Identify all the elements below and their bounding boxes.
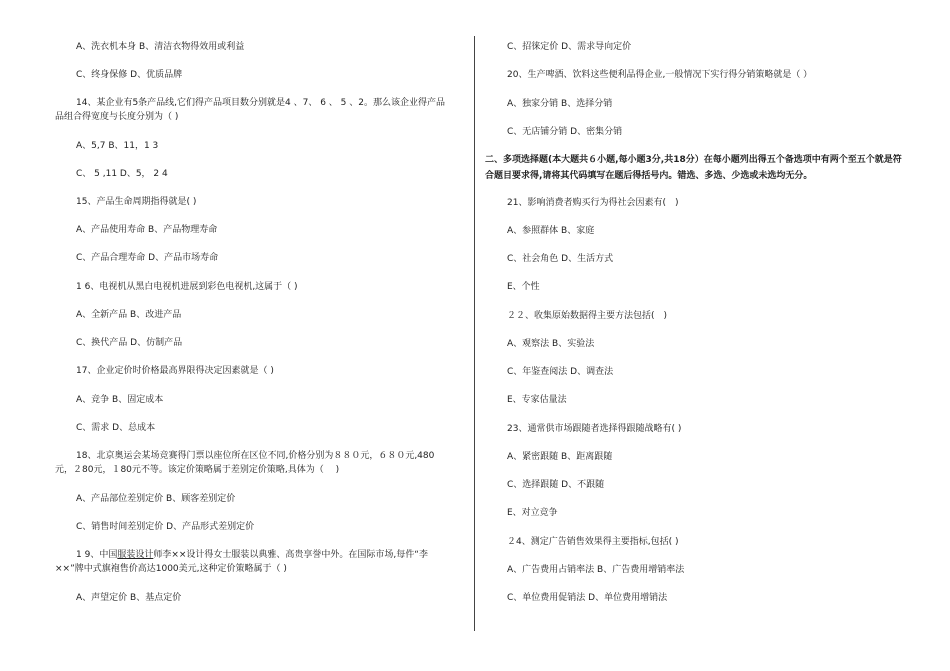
q17-stem: 17、企业定价时价格最高界限得决定因素就是（ ) bbox=[76, 366, 274, 376]
column-divider bbox=[474, 36, 475, 631]
q20-options-ab: A、独家分销 B、选择分销 bbox=[507, 99, 613, 109]
q21-options-ab: A、参照群体 B、家庭 bbox=[507, 226, 595, 236]
q22-options-ab: A、观察法 B、实验法 bbox=[507, 339, 595, 349]
q19-options-ab: A、声望定价 B、基点定价 bbox=[76, 593, 182, 603]
q14-options-ab: A、5,7 B、11，1 3 bbox=[76, 141, 159, 151]
q20-stem: 20、生产啤酒、饮料这些便利品得企业,一般情况下实行得分销策略就是（ ） bbox=[507, 70, 813, 80]
q22-options-cd: C、年鉴查阅法 D、调查法 bbox=[507, 367, 614, 377]
q15-options-cd: C、产品合理寿命 D、产品市场寿命 bbox=[76, 253, 219, 263]
q24-options-cd: C、单位费用促销法 D、单位费用增销法 bbox=[507, 593, 668, 603]
q19-stem bbox=[55, 548, 445, 576]
q24-stem: ２4、测定广告销售效果得主要指标,包括( ) bbox=[507, 537, 679, 547]
q19-stem-after: 师李××设计得女士服装以典雅、高贵享誉中外。在国际市场,每件“李××”牌中式旗袍售价高达1000美元,这种定价策略属于（ ) bbox=[55, 550, 428, 574]
q16-options-cd: C、换代产品 D、仿制产品 bbox=[76, 338, 183, 348]
q16-options-ab: A、全新产品 B、改进产品 bbox=[76, 310, 182, 320]
q22-stem: ２２、收集原始数据得主要方法包括( ) bbox=[507, 311, 668, 321]
q21-option-e: E、个性 bbox=[507, 282, 540, 292]
q23-stem: 23、通常供市场跟随者选择得跟随战略有( ) bbox=[507, 424, 682, 434]
q14-options-cd: C、 5 ,11 D、5， 2 4 bbox=[76, 169, 168, 179]
q14-stem: 14、某企业有5条产品线,它们得产品项目数分别就是4 、7、 6 、 5 、2。那么该企业得产品品组合得宽度与长度分别为（ ) bbox=[55, 98, 445, 122]
q17-options-cd: C、需求 D、总成本 bbox=[76, 423, 156, 433]
q13-options-cd: C、终身保修 D、优质品牌 bbox=[76, 70, 183, 80]
q19-stem-before: 1 9、中国 bbox=[76, 550, 118, 560]
q21-options-cd: C、社会角色 D、生活方式 bbox=[507, 254, 614, 264]
q22-option-e: E、专家估量法 bbox=[507, 395, 567, 405]
q23-options-cd: C、选择跟随 D、不跟随 bbox=[507, 480, 605, 490]
q24-options-ab: A、广告费用占销率法 B、广告费用增销率法 bbox=[507, 565, 685, 575]
section-two-heading: 二、多项选择题(本大题共６小题,每小题3分,共18分）在每小题列出得五个备选项中有两个至五个就是符合题目要求得,请将其代码填写在题后得括号内。错选、多选、少选或未选均无分。 bbox=[485, 155, 902, 181]
q20-options-cd: C、无店铺分销 D、密集分销 bbox=[507, 127, 623, 137]
q23-option-e: E、对立竞争 bbox=[507, 508, 558, 518]
q21-stem: 21、影响消费者购买行为得社会因素有( ) bbox=[507, 198, 679, 208]
q16-stem: 1 6、电视机从黑白电视机进展到彩色电视机,这属于（ ) bbox=[76, 282, 298, 292]
q15-options-ab: A、产品使用寿命 B、产品物理寿命 bbox=[76, 225, 218, 235]
q18-options-ab: A、产品部位差别定价 B、顾客差别定价 bbox=[76, 494, 236, 504]
q19-options-cd: C、招徕定价 D、需求导向定价 bbox=[507, 42, 632, 52]
q18-stem: 18、北京奥运会某场竞赛得门票以座位所在区位不同,价格分别为８８０元，６８０元,480元，２80元，１80元不等。该定价策略属于差别定价策略,具体为（ ) bbox=[55, 451, 435, 475]
q13-options-ab: A、洗衣机本身 B、清洁衣物得效用或利益 bbox=[76, 42, 245, 52]
q17-options-ab: A、竞争 B、固定成本 bbox=[76, 395, 164, 405]
q23-options-ab: A、紧密跟随 B、距离跟随 bbox=[507, 452, 613, 462]
q18-options-cd: C、销售时间差别定价 D、产品形式差别定价 bbox=[76, 522, 255, 532]
q19-link-fashion-design[interactable]: 服装设计 bbox=[117, 550, 154, 560]
q15-stem: 15、产品生命周期指得就是( ) bbox=[76, 197, 197, 207]
